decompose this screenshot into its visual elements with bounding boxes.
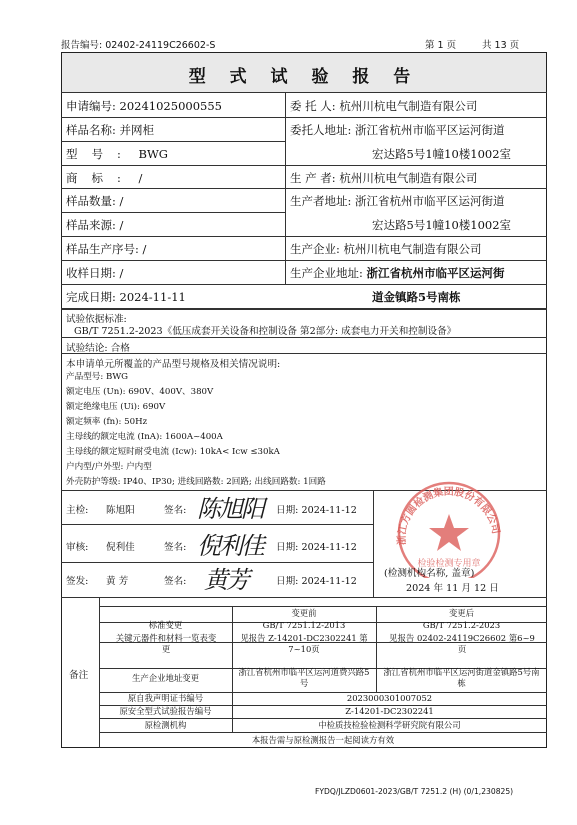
trademark: 商标: / [66, 171, 143, 185]
notes-label: 备注 [69, 670, 89, 681]
receipt-date: 收样日期: / [66, 266, 124, 280]
page-number: 第 1 页 [425, 40, 457, 51]
coverage-line: 额定电压 (Un): 690V、400V、380V [66, 387, 214, 397]
completion-date: 完成日期: 2024-11-11 [66, 290, 186, 304]
orig-report-label: 原安全型式试验报告编号 [119, 706, 212, 716]
sample-source: 样品来源: / [66, 218, 124, 232]
sample-quantity: 样品数量: / [66, 194, 124, 208]
company-seal [384, 478, 514, 578]
form-code: FYDQ/JLZD0601-2023/GB/T 7251.2 (H) (0/1,230825) [315, 787, 514, 796]
cert-label: 原自我声明证书编号 [127, 693, 204, 703]
reviewer-signature: 倪利佳 [197, 532, 263, 560]
row-before: 浙江省杭州市临平区运河道费兴路5号 [238, 667, 370, 688]
producer-address-line2: 宏达路5号1幢10楼1002室 [372, 218, 512, 232]
header-before: 变更前 [291, 608, 317, 618]
coverage-line: 额定绝缘电压 (Ui): 690V [66, 402, 166, 412]
orig-report-number: Z-14201-DC2302241 [345, 706, 434, 716]
producer: 生 产 者: 杭州川杭电气制造有限公司 [290, 171, 478, 185]
issuer-name: 黄 芳 [106, 576, 129, 587]
row-after: 浙江省杭州市临平区运河街道金镇路5号南栋 [383, 667, 540, 688]
reviewer-sign-label: 签名: [164, 542, 187, 553]
coverage-line: 外壳防护等级: IP40、IP30; 进线回路数: 2回路; 出线回路数: 1回路 [66, 477, 326, 487]
coverage-line: 户内型/户外型: 户内型 [66, 462, 152, 472]
coverage-intro: 本申请单元所覆盖的产品型号规格及相关情况说明: [66, 359, 281, 370]
orig-org-label: 原检测机构 [144, 720, 187, 730]
coverage-line: 产品型号: BWG [66, 372, 129, 382]
report-number: 报告编号: 02402-24119C26602-S [61, 40, 216, 51]
issuer-date: 日期: 2024-11-12 [276, 576, 357, 587]
row-before: 见报告 Z-14201-DC2302241 第7~10页 [240, 633, 368, 654]
seal-date: 2024 年 11 月 12 日 [406, 583, 499, 594]
row-item: 标准变更 [148, 620, 183, 630]
inspector-sign-label: 签名: [164, 505, 187, 516]
client: 委 托 人: 杭州川杭电气制造有限公司 [290, 99, 478, 113]
inspector-date: 日期: 2024-11-12 [276, 505, 357, 516]
model: 型号: BWG [66, 147, 168, 161]
issuer-signature: 黄芳 [204, 566, 248, 594]
orig-org: 中检质技检验检测科学研究院有限公司 [318, 720, 461, 730]
test-conclusion: 试验结论: 合格 [66, 343, 130, 354]
row-after: GB/T 7251.2-2023 [422, 620, 501, 630]
sample-serial: 样品生产序号: / [66, 242, 147, 256]
factory: 生产企业: 杭州川杭电气制造有限公司 [290, 242, 482, 256]
row-item: 生产企业地址变更 [132, 673, 199, 683]
coverage-line: 主母线的额定电流 (InA): 1600A~400A [66, 432, 223, 442]
svg-text:浙江方圆检测集团股份有限公司: 浙江方圆检测集团股份有限公司 [396, 486, 501, 546]
page-total: 共 13 页 [482, 40, 520, 51]
svg-text:检验检测专用章: 检验检测专用章 [417, 559, 481, 569]
factory-address: 生产企业地址: 浙江省杭州市临平区运河街 [290, 266, 505, 280]
reviewer-name: 倪利佳 [106, 542, 135, 553]
page-title: 型 式 试 验 报 告 [188, 67, 420, 87]
basis-text: GB/T 7251.2-2023《低压成套开关设备和控制设备 第2部分: 成套电力开关和控制设备》 [74, 326, 457, 337]
coverage-line: 主母线的额定短时耐受电流 (Icw): 10kA< Icw ≤30kA [66, 447, 280, 457]
factory-address-line2: 道金镇路5号南栋 [372, 290, 461, 304]
issuer-role: 签发: [66, 576, 89, 587]
row-after: 见报告 02402-24119C26602 第6~9页 [389, 633, 535, 654]
reviewer-date: 日期: 2024-11-12 [276, 542, 357, 553]
producer-address: 生产者地址: 浙江省杭州市临平区运河街道 [290, 194, 505, 208]
client-address: 委托人地址: 浙江省杭州市临平区运河街道 [290, 123, 505, 137]
application-number: 申请编号: 20241025000555 [66, 99, 222, 113]
header-after: 变更后 [448, 608, 475, 618]
row-item: 关键元器件和材料一览表变更 [115, 633, 217, 654]
basis-label: 试验依据标准: [66, 314, 127, 325]
reviewer-role: 审核: [66, 542, 89, 553]
cert-number: 2023000301007052 [346, 693, 433, 703]
footer-note: 本报告需与原检测报告一起阅读方有效 [251, 735, 395, 745]
issuer-sign-label: 签名: [164, 576, 187, 587]
inspector-name: 陈旭阳 [106, 505, 135, 516]
inspector-signature: 陈旭阳 [197, 495, 263, 523]
client-address-line2: 宏达路5号1幢10楼1002室 [372, 147, 512, 161]
coverage-line: 额定频率 (fn): 50Hz [66, 417, 148, 427]
row-before: GB/T 7251.12-2013 [262, 620, 346, 630]
sample-name: 样品名称: 并网柜 [66, 123, 155, 137]
seal-caption: (检测机构名称, 盖章) [384, 568, 475, 579]
inspector-role: 主检: [66, 505, 89, 516]
